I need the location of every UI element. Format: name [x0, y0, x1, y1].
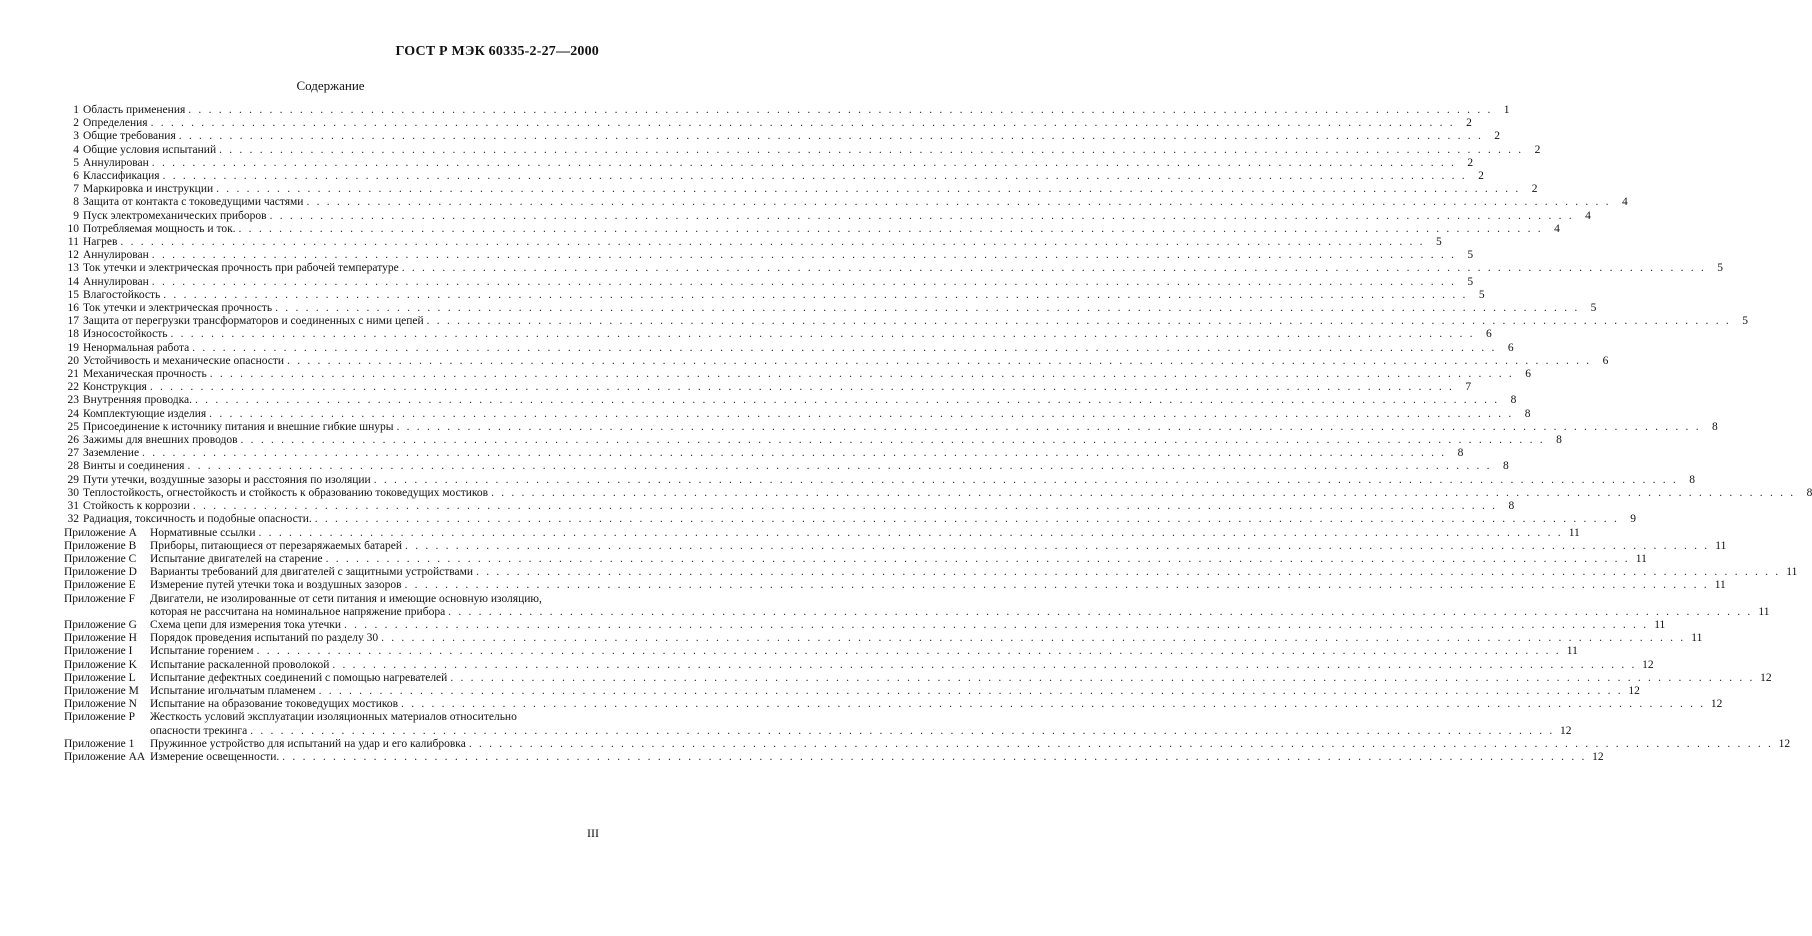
dot-leader — [188, 104, 1492, 117]
dot-leader — [142, 447, 1446, 460]
toc-entry — [64, 156, 1474, 170]
section-page: 4 — [1585, 209, 1591, 222]
section-page: 2 — [1494, 130, 1501, 143]
dot-leader — [239, 223, 1543, 236]
appendix-label: Приложение P — [64, 711, 135, 724]
toc-entry — [64, 354, 1609, 368]
appendix-page: 11 — [1714, 579, 1726, 592]
appendix-page: 12 — [1559, 724, 1572, 737]
appendix-title: Измерение освещенности. — [150, 750, 280, 763]
toc-entry — [64, 750, 1604, 764]
section-number: 27 — [67, 447, 79, 460]
section-page: 4 — [1554, 222, 1560, 235]
toc-entry — [64, 526, 1580, 540]
dot-leader — [270, 210, 1574, 223]
section-number: 32 — [67, 513, 79, 526]
appendix-page: 12 — [1628, 684, 1640, 697]
dot-leader — [192, 342, 1496, 355]
toc-entry — [64, 658, 1654, 672]
section-page: 4 — [1622, 196, 1628, 209]
section-number: 18 — [67, 328, 79, 341]
toc-entry — [64, 143, 1541, 157]
toc-entry — [64, 209, 1591, 223]
dot-leader — [257, 645, 1561, 658]
appendix-title: Испытание дефектных соединений с помощью нагревателей — [150, 671, 448, 684]
dot-leader — [216, 183, 1520, 196]
section-title: Износостойкость — [83, 328, 168, 341]
section-number: 30 — [67, 486, 79, 499]
section-number: 24 — [67, 407, 79, 420]
dot-leader — [491, 487, 1795, 500]
section-title: Присоединение к источнику питания и внешние гибкие шнуры — [83, 420, 394, 433]
toc-entry — [64, 368, 1531, 381]
dot-leader — [259, 527, 1563, 540]
section-number: 2 — [73, 117, 79, 130]
appendix-label: Приложение AA — [64, 750, 146, 763]
toc-entry — [64, 407, 1531, 421]
appendix-label: Приложение M — [64, 684, 139, 697]
section-number: 29 — [67, 473, 79, 486]
toc-entry — [64, 698, 1723, 711]
dot-leader — [219, 144, 1523, 157]
section-page: 6 — [1602, 354, 1609, 367]
appendix-title: Испытание горением — [150, 645, 254, 658]
toc-entry — [64, 183, 1538, 196]
dot-leader — [179, 130, 1483, 143]
section-title: Маркировка и инструкции — [83, 183, 214, 196]
dot-leader — [193, 500, 1497, 513]
dot-leader — [344, 619, 1648, 632]
toc-entry — [64, 394, 1517, 407]
section-page: 5 — [1435, 236, 1442, 249]
dot-leader — [397, 421, 1701, 434]
appendix-label: Приложение A — [64, 526, 137, 539]
section-page: 8 — [1806, 486, 1812, 499]
section-number: 13 — [67, 262, 79, 275]
section-title: Пути утечки, воздушные зазоры и расстояния по изоляции — [83, 473, 371, 486]
section-number: 28 — [67, 460, 79, 473]
appendix-label: Приложение L — [64, 671, 136, 684]
dot-leader — [469, 738, 1773, 751]
section-number: 3 — [73, 130, 79, 143]
section-title: Нагрев — [83, 236, 118, 249]
section-title: Аннулирован — [83, 275, 149, 288]
appendix-title-cont: которая не рассчитана на номинальное напряжение прибора — [150, 605, 446, 618]
section-page: 5 — [1467, 249, 1474, 262]
toc-entry — [64, 684, 1640, 698]
section-number: 16 — [67, 302, 79, 315]
dot-leader — [405, 540, 1709, 553]
appendix-label: Приложение H — [64, 632, 137, 645]
appendix-title: Жесткость условий эксплуатации изоляционных материалов относительно — [150, 711, 517, 724]
dot-leader — [187, 460, 1491, 473]
section-title: Пуск электромеханических приборов — [83, 209, 267, 222]
section-page: 2 — [1534, 143, 1541, 156]
appendix-label: Приложение F — [64, 592, 135, 605]
section-number: 8 — [73, 196, 79, 209]
section-title: Защита от контакта с токоведущими частями — [83, 196, 304, 209]
dot-leader — [476, 566, 1780, 579]
toc-entry — [64, 513, 1637, 526]
toc-entry — [64, 341, 1514, 355]
appendix-label: Приложение N — [64, 698, 137, 711]
toc-entry — [64, 130, 1501, 143]
appendix-title: Испытание раскаленной проволокой — [150, 658, 330, 671]
toc-entry — [64, 288, 1485, 302]
toc-entry — [64, 460, 1509, 473]
section-page: 6 — [1507, 341, 1514, 354]
appendix-title: Испытание двигателей на старение — [150, 552, 323, 565]
appendix-title: Пружинное устройство для испытаний на удар и его калибровка — [150, 737, 466, 750]
section-list — [64, 104, 1812, 527]
section-title: Конструкция — [83, 381, 147, 394]
appendix-label: Приложение G — [64, 618, 137, 631]
section-title: Потребляемая мощность и ток. — [83, 222, 236, 235]
dot-leader — [405, 579, 1709, 592]
dot-leader — [401, 698, 1705, 711]
dot-leader — [152, 249, 1456, 262]
section-page: 2 — [1466, 117, 1472, 130]
section-page: 6 — [1486, 328, 1492, 341]
toc-entry — [64, 222, 1560, 236]
section-title: Внутренняя проводка. — [83, 394, 193, 407]
dot-leader — [275, 302, 1579, 315]
appendix-title: Приборы, питающиеся от перезаряжаемых батарей — [150, 539, 403, 552]
appendix-page: 12 — [1592, 750, 1604, 763]
section-title: Определения — [83, 117, 148, 130]
section-number: 26 — [67, 434, 79, 447]
toc-entry — [64, 552, 1647, 566]
toc-entry-continuation — [64, 724, 1572, 738]
toc-entry — [64, 196, 1628, 209]
toc-entry — [64, 618, 1666, 632]
section-page: 8 — [1689, 473, 1695, 486]
dot-leader — [332, 659, 1636, 672]
section-number: 9 — [73, 209, 79, 222]
appendix-page: 11 — [1758, 605, 1770, 618]
section-number: 21 — [67, 368, 79, 381]
section-page: 8 — [1712, 420, 1718, 433]
toc-entry — [64, 117, 1472, 130]
section-number: 17 — [67, 315, 79, 328]
section-title: Аннулирован — [83, 156, 149, 169]
section-page: 2 — [1531, 183, 1538, 196]
section-title: Защита от перегрузки трансформаторов и соединенных с ними цепей — [83, 315, 424, 328]
section-number: 6 — [73, 170, 79, 183]
section-number: 10 — [67, 222, 79, 235]
section-page: 6 — [1525, 368, 1531, 381]
section-number: 12 — [67, 249, 79, 262]
table-of-contents — [64, 104, 1812, 764]
section-title: Ток утечки и электрическая прочность при рабочей температуре — [83, 262, 399, 275]
toc-entry — [64, 645, 1578, 658]
dot-leader — [427, 315, 1731, 328]
appendix-title: Измерение путей утечки тока и воздушных зазоров — [150, 579, 402, 592]
toc-entry — [64, 434, 1562, 447]
appendix-title: Двигатели, не изолированные от сети питания и имеющие основную изоляцию, — [150, 592, 542, 605]
section-title: Общие требования — [83, 130, 176, 143]
toc-entry — [64, 315, 1748, 328]
appendix-label: Приложение D — [64, 566, 137, 579]
dot-leader — [450, 672, 1754, 685]
dot-leader — [315, 513, 1619, 526]
section-page: 8 — [1457, 447, 1464, 460]
page-number: III — [587, 826, 599, 840]
section-page: 2 — [1467, 156, 1474, 169]
appendix-title-cont: опасности трекинга — [150, 724, 248, 737]
appendix-title: Порядок проведения испытаний по разделу 30 — [150, 632, 379, 645]
appendix-page: 11 — [1635, 552, 1647, 565]
section-title: Теплостойкость, огнестойкость и стойкость к образованию токоведущих мостиков — [83, 486, 489, 499]
appendix-label: Приложение E — [64, 579, 136, 592]
appendix-page: 12 — [1710, 698, 1723, 711]
dot-leader — [151, 117, 1455, 130]
section-page: 5 — [1590, 302, 1597, 315]
toc-entry — [64, 249, 1474, 262]
toc-entry — [64, 539, 1727, 553]
toc-entry — [64, 236, 1442, 249]
toc-entry — [64, 104, 1510, 117]
appendix-page: 12 — [1642, 658, 1654, 671]
dot-leader — [120, 236, 1424, 249]
dot-leader — [163, 170, 1467, 183]
appendix-page: 11 — [1691, 632, 1703, 645]
section-title: Классификация — [83, 170, 160, 183]
appendix-title: Испытание на образование токоведущих мостиков — [150, 698, 399, 711]
section-title: Область применения — [83, 104, 186, 116]
dot-leader — [195, 394, 1499, 407]
section-number: 14 — [67, 275, 79, 288]
toc-entry — [64, 473, 1695, 487]
section-page: 8 — [1524, 407, 1531, 420]
dot-leader — [209, 408, 1513, 421]
section-title: Общие условия испытаний — [83, 143, 217, 156]
toc-entry — [64, 500, 1515, 513]
section-title: Влагостойкость — [83, 288, 161, 301]
section-number: 1 — [73, 104, 79, 116]
dot-leader — [402, 262, 1706, 275]
toc-entry — [64, 275, 1474, 289]
toc-entry — [64, 302, 1597, 315]
toc-entry — [64, 671, 1772, 685]
toc-entry — [64, 737, 1791, 751]
section-title: Аннулирован — [83, 249, 149, 262]
appendix-label: Приложение K — [64, 658, 137, 671]
section-number: 15 — [67, 288, 79, 301]
appendix-list — [64, 526, 1798, 765]
section-title: Заземление — [83, 447, 140, 460]
section-number: 31 — [67, 500, 79, 513]
toc-entry — [64, 328, 1492, 341]
dot-leader — [152, 157, 1456, 170]
section-page: 9 — [1630, 513, 1637, 526]
section-title: Радиация, токсичность и подобные опасности. — [83, 513, 312, 526]
section-page: 8 — [1510, 394, 1517, 407]
appendix-page: 12 — [1778, 737, 1791, 750]
section-number: 22 — [67, 381, 79, 394]
section-page: 1 — [1503, 104, 1510, 116]
section-title: Винты и соединения — [83, 460, 185, 473]
toc-entry — [64, 170, 1484, 183]
appendix-page: 12 — [1760, 671, 1772, 684]
section-page: 2 — [1478, 170, 1484, 183]
toc-entry — [64, 711, 600, 724]
toc-entry — [64, 381, 1472, 394]
appendix-label: Приложение B — [64, 539, 137, 552]
dot-leader — [381, 632, 1685, 645]
section-number: 4 — [73, 143, 79, 156]
dot-leader — [319, 685, 1623, 698]
section-page: 5 — [1478, 288, 1485, 301]
section-number: 19 — [67, 341, 79, 354]
dot-leader — [170, 328, 1474, 341]
dot-leader — [448, 606, 1752, 619]
document-header: ГОСТ Р МЭК 60335-2-27—2000 — [395, 44, 599, 59]
section-title: Ток утечки и электрическая прочность — [83, 302, 273, 315]
section-page: 5 — [1467, 275, 1474, 288]
section-page: 5 — [1717, 262, 1724, 275]
section-page: 8 — [1508, 500, 1515, 513]
toc-title: Содержание — [296, 78, 365, 93]
toc-entry — [64, 579, 1726, 592]
appendix-label: Приложение I — [64, 645, 133, 658]
dot-leader — [250, 725, 1554, 738]
toc-entry — [64, 593, 600, 606]
section-number: 7 — [73, 183, 79, 196]
appendix-page: 11 — [1568, 526, 1580, 539]
toc-entry — [64, 566, 1798, 579]
dot-leader — [306, 196, 1610, 209]
appendix-title: Варианты требований для двигателей с защитными устройствами — [150, 566, 474, 579]
dot-leader — [150, 381, 1454, 394]
toc-entry-continuation — [64, 605, 1770, 619]
dot-leader — [374, 474, 1678, 487]
section-number: 11 — [67, 236, 79, 249]
section-page: 7 — [1465, 381, 1472, 394]
section-number: 20 — [67, 354, 79, 367]
appendix-label: Приложение C — [64, 552, 137, 565]
dot-leader — [282, 751, 1586, 764]
toc-entry — [64, 486, 1812, 500]
dot-leader — [326, 553, 1630, 566]
appendix-title: Испытание игольчатым пламенем — [150, 684, 316, 697]
appendix-page: 11 — [1715, 539, 1727, 552]
section-title: Зажимы для внешних проводов — [83, 434, 238, 447]
dot-leader — [287, 355, 1591, 368]
dot-leader — [241, 434, 1545, 447]
dot-leader — [210, 368, 1514, 381]
section-title: Ненормальная работа — [83, 341, 190, 354]
toc-entry — [64, 447, 1464, 460]
appendix-page: 11 — [1786, 566, 1798, 579]
section-page: 8 — [1502, 460, 1509, 473]
section-number: 5 — [73, 156, 79, 169]
section-title: Устойчивость и механические опасности — [83, 354, 285, 367]
section-page: 8 — [1556, 434, 1562, 447]
toc-entry — [64, 632, 1703, 645]
appendix-label: Приложение 1 — [64, 737, 135, 750]
section-title: Комплектующие изделия — [83, 407, 207, 420]
section-page: 5 — [1742, 315, 1748, 328]
appendix-page: 11 — [1566, 645, 1578, 658]
section-number: 25 — [67, 420, 79, 433]
section-number: 23 — [67, 394, 79, 407]
appendix-page: 11 — [1654, 618, 1666, 631]
appendix-title: Нормативные ссылки — [150, 526, 256, 539]
dot-leader — [163, 289, 1467, 302]
section-title: Стойкость к коррозии — [83, 500, 190, 513]
dot-leader — [152, 276, 1456, 289]
toc-entry — [64, 262, 1724, 275]
toc-entry — [64, 420, 1718, 434]
section-title: Механическая прочность — [83, 368, 207, 381]
appendix-title: Схема цепи для измерения тока утечки — [150, 618, 341, 631]
